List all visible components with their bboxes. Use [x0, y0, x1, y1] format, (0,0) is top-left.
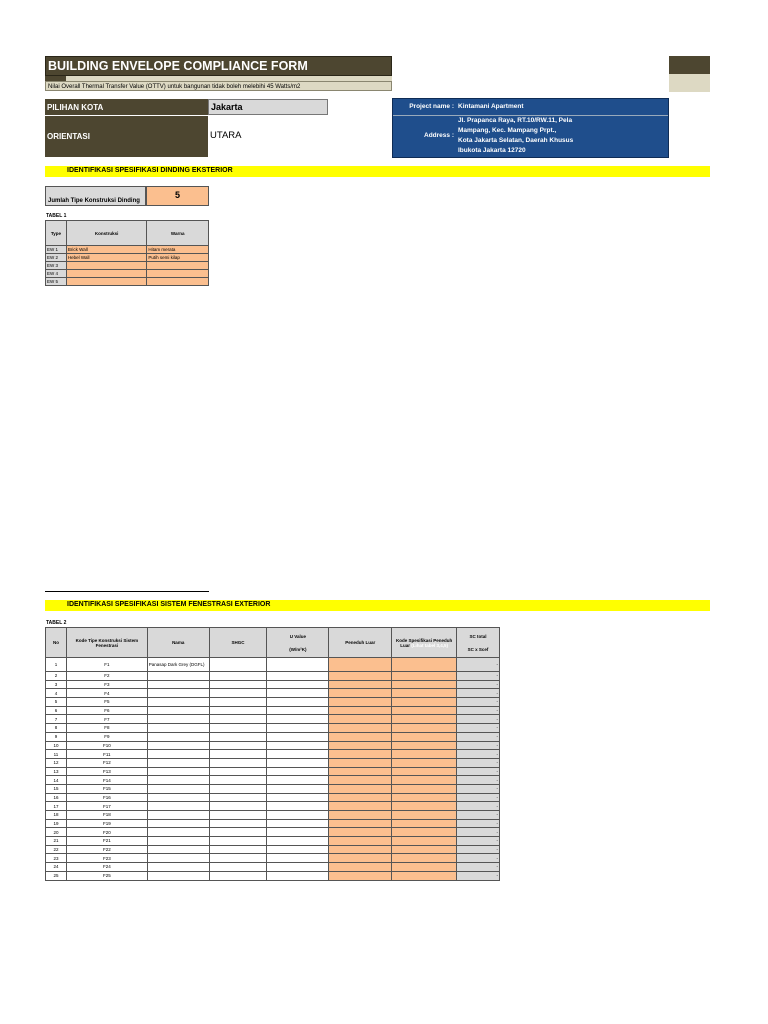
- nama-cell[interactable]: [147, 750, 209, 759]
- kode-cell: F8: [66, 724, 147, 733]
- uvalue-title: U Value: [289, 633, 307, 639]
- col-header-sc: [457, 628, 500, 658]
- nama-cell[interactable]: [147, 802, 209, 811]
- sc-total-cell: -: [457, 828, 500, 837]
- shgc-cell[interactable]: [209, 811, 267, 820]
- peneduh-cell[interactable]: [329, 672, 392, 681]
- uvalue-cell[interactable]: [267, 811, 329, 820]
- sc-total-cell: -: [457, 871, 500, 880]
- kode-spesifikasi-cell[interactable]: [392, 837, 457, 846]
- kode-spesifikasi-cell[interactable]: [392, 750, 457, 759]
- shgc-cell[interactable]: [209, 854, 267, 863]
- sc-total-cell: -: [457, 715, 500, 724]
- peneduh-cell[interactable]: [329, 837, 392, 846]
- form-title: BUILDING ENVELOPE COMPLIANCE FORM: [45, 56, 392, 76]
- sc-total-cell: -: [457, 793, 500, 802]
- kode-cell: F16: [66, 793, 147, 802]
- sc-total-cell: -: [457, 811, 500, 820]
- project-divider: [393, 115, 668, 116]
- uvalue-cell[interactable]: [267, 837, 329, 846]
- nama-cell[interactable]: [147, 767, 209, 776]
- kode-cell: F11: [66, 750, 147, 759]
- row-number: 20: [46, 828, 67, 837]
- table-row: [46, 680, 500, 689]
- table-row: [46, 246, 209, 254]
- kode-cell: F1: [66, 658, 147, 672]
- table-row: [46, 828, 500, 837]
- shgc-cell[interactable]: [209, 837, 267, 846]
- table-row: [46, 715, 500, 724]
- kode-spesifikasi-cell[interactable]: [392, 854, 457, 863]
- uvalue-cell[interactable]: [267, 776, 329, 785]
- project-info-box: [392, 98, 669, 158]
- table-row: [46, 871, 500, 880]
- sc-total-cell: -: [457, 863, 500, 872]
- row-number: 10: [46, 741, 67, 750]
- table-row: [46, 270, 209, 278]
- kode-cell: F14: [66, 776, 147, 785]
- table-row: [46, 854, 500, 863]
- col-header-shgc: SHGC: [209, 628, 267, 658]
- peneduh-cell[interactable]: [329, 680, 392, 689]
- kode-spes-note: (Lihat tabel 3,4,5): [411, 642, 449, 648]
- peneduh-cell[interactable]: [329, 767, 392, 776]
- wall-type-count-input[interactable]: 5: [146, 186, 209, 206]
- uvalue-cell[interactable]: [267, 698, 329, 707]
- peneduh-cell[interactable]: [329, 854, 392, 863]
- row-number: 8: [46, 724, 67, 733]
- row-number: 5: [46, 698, 67, 707]
- type-cell: EW 5: [46, 278, 67, 286]
- row-number: 24: [46, 863, 67, 872]
- row-number: 25: [46, 871, 67, 880]
- row-number: 3: [46, 680, 67, 689]
- uvalue-cell[interactable]: [267, 828, 329, 837]
- sc-total-cell: -: [457, 845, 500, 854]
- kode-spesifikasi-cell[interactable]: [392, 811, 457, 820]
- kode-cell: F21: [66, 837, 147, 846]
- shgc-cell[interactable]: [209, 698, 267, 707]
- peneduh-cell[interactable]: [329, 776, 392, 785]
- peneduh-cell[interactable]: [329, 871, 392, 880]
- sc-total-cell: -: [457, 732, 500, 741]
- peneduh-cell[interactable]: [329, 689, 392, 698]
- sc-total-cell: -: [457, 658, 500, 672]
- shgc-cell[interactable]: [209, 706, 267, 715]
- kode-cell: F15: [66, 784, 147, 793]
- peneduh-cell[interactable]: [329, 715, 392, 724]
- row-number: 9: [46, 732, 67, 741]
- shgc-cell[interactable]: [209, 680, 267, 689]
- table-row: [46, 698, 500, 707]
- sc-total-cell: -: [457, 767, 500, 776]
- row-number: 15: [46, 784, 67, 793]
- kode-cell: F7: [66, 715, 147, 724]
- address-line: Jl. Prapanca Raya, RT.10/RW.11, Pela: [458, 117, 573, 124]
- shgc-cell[interactable]: [209, 741, 267, 750]
- uvalue-cell[interactable]: [267, 802, 329, 811]
- address-line: Ibukota Jakarta 12720: [458, 147, 526, 154]
- sc-total-cell: -: [457, 750, 500, 759]
- kode-cell: F25: [66, 871, 147, 880]
- row-number: 1: [46, 658, 67, 672]
- shgc-cell[interactable]: [209, 672, 267, 681]
- table-row: [46, 724, 500, 733]
- table-row: [46, 802, 500, 811]
- uvalue-cell[interactable]: [267, 732, 329, 741]
- table-row: [46, 658, 500, 672]
- peneduh-cell[interactable]: [329, 741, 392, 750]
- table-row: [46, 672, 500, 681]
- uvalue-cell[interactable]: [267, 863, 329, 872]
- nama-cell[interactable]: [147, 741, 209, 750]
- uvalue-cell[interactable]: [267, 784, 329, 793]
- nama-cell[interactable]: [147, 724, 209, 733]
- peneduh-cell[interactable]: [329, 802, 392, 811]
- nama-cell[interactable]: [147, 672, 209, 681]
- col-header: Warna: [147, 221, 209, 246]
- table-row: [46, 254, 209, 262]
- uvalue-cell[interactable]: [267, 750, 329, 759]
- konstruksi-cell[interactable]: Hebel Wall: [66, 254, 146, 262]
- warna-cell[interactable]: [147, 270, 209, 278]
- section-heading-dinding: IDENTIFIKASI SPESIFIKASI DINDING EKSTERIOR: [45, 166, 710, 177]
- kode-spes-title: Kode Spesifikasi Peneduh Luar: [396, 637, 453, 648]
- kode-cell: F18: [66, 811, 147, 820]
- peneduh-cell[interactable]: [329, 793, 392, 802]
- sc-total-cell: -: [457, 819, 500, 828]
- shgc-cell[interactable]: [209, 871, 267, 880]
- kode-cell: F10: [66, 741, 147, 750]
- row-number: 17: [46, 802, 67, 811]
- kode-spesifikasi-cell[interactable]: [392, 819, 457, 828]
- sc-total-cell: -: [457, 698, 500, 707]
- table-row: [46, 819, 500, 828]
- table-row: [46, 262, 209, 270]
- uvalue-cell[interactable]: [267, 672, 329, 681]
- type-cell: EW 3: [46, 262, 67, 270]
- uvalue-cell[interactable]: [267, 658, 329, 672]
- corner-swatch-dark: [669, 56, 710, 74]
- fenestration-spec-table: [45, 627, 500, 881]
- shgc-cell[interactable]: [209, 802, 267, 811]
- table-row: [46, 732, 500, 741]
- warna-cell[interactable]: Putih semi kilap: [147, 254, 209, 262]
- kode-cell: F9: [66, 732, 147, 741]
- wall-type-count-label: Jumlah Tipe Konstruksi Dinding: [45, 186, 146, 206]
- table-row: [46, 793, 500, 802]
- kode-cell: F6: [66, 706, 147, 715]
- konstruksi-cell[interactable]: [66, 262, 146, 270]
- nama-cell[interactable]: Panasap Dark Grey (DGFL): [147, 658, 209, 672]
- peneduh-cell[interactable]: [329, 863, 392, 872]
- wall-spec-table: [45, 220, 209, 286]
- konstruksi-cell[interactable]: [66, 278, 146, 286]
- address-line: Mampang, Kec. Mampang Prpt.,: [458, 127, 557, 134]
- warna-cell[interactable]: [147, 262, 209, 270]
- nama-cell[interactable]: [147, 854, 209, 863]
- kota-label: PILIHAN KOTA: [45, 99, 208, 115]
- peneduh-cell[interactable]: [329, 658, 392, 672]
- orientasi-label: ORIENTASI: [45, 116, 208, 157]
- shgc-cell[interactable]: [209, 724, 267, 733]
- col-header: Konstruksi: [66, 221, 146, 246]
- sc-formula: SC x Scef: [467, 646, 489, 652]
- kode-spesifikasi-cell[interactable]: [392, 784, 457, 793]
- uvalue-cell[interactable]: [267, 767, 329, 776]
- sc-total-cell: -: [457, 758, 500, 767]
- sc-total-cell: -: [457, 672, 500, 681]
- uvalue-cell[interactable]: [267, 845, 329, 854]
- kode-spesifikasi-cell[interactable]: [392, 658, 457, 672]
- table-row: [46, 845, 500, 854]
- kota-select[interactable]: Jakarta: [208, 99, 328, 115]
- sc-total-cell: -: [457, 689, 500, 698]
- table-row: [46, 758, 500, 767]
- row-number: 22: [46, 845, 67, 854]
- sc-total-cell: -: [457, 802, 500, 811]
- kode-cell: F17: [66, 802, 147, 811]
- type-cell: EW 1: [46, 246, 67, 254]
- kode-cell: F12: [66, 758, 147, 767]
- peneduh-cell[interactable]: [329, 758, 392, 767]
- row-number: 4: [46, 689, 67, 698]
- table-row: [46, 278, 209, 286]
- uvalue-cell[interactable]: [267, 871, 329, 880]
- sc-total-cell: -: [457, 837, 500, 846]
- nama-cell[interactable]: [147, 784, 209, 793]
- uvalue-cell[interactable]: [267, 819, 329, 828]
- kode-spesifikasi-cell[interactable]: [392, 724, 457, 733]
- col-header-no: No: [46, 628, 67, 658]
- kode-cell: F2: [66, 672, 147, 681]
- shgc-cell[interactable]: [209, 689, 267, 698]
- table1-label: TABEL 1: [46, 213, 67, 219]
- section-divider: [45, 591, 209, 592]
- shgc-cell[interactable]: [209, 784, 267, 793]
- kode-spesifikasi-cell[interactable]: [392, 793, 457, 802]
- row-number: 14: [46, 776, 67, 785]
- uvalue-cell[interactable]: [267, 715, 329, 724]
- konstruksi-cell[interactable]: Brick Wall: [66, 246, 146, 254]
- warna-cell[interactable]: Hitam merata: [147, 246, 209, 254]
- kode-cell: F20: [66, 828, 147, 837]
- peneduh-cell[interactable]: [329, 845, 392, 854]
- ottv-note: Nilai Overall Thermal Transfer Value (OTTV) untuk bangunan tidak boleh melebihi 45 Watts/m2: [45, 81, 392, 91]
- kode-cell: F5: [66, 698, 147, 707]
- uvalue-cell[interactable]: [267, 706, 329, 715]
- orientasi-value[interactable]: UTARA: [210, 130, 242, 141]
- kode-cell: F3: [66, 680, 147, 689]
- sc-total-cell: -: [457, 706, 500, 715]
- kode-spesifikasi-cell[interactable]: [392, 680, 457, 689]
- nama-cell[interactable]: [147, 698, 209, 707]
- fenestration-rows: [46, 658, 500, 881]
- row-number: 23: [46, 854, 67, 863]
- shgc-cell[interactable]: [209, 819, 267, 828]
- shgc-cell[interactable]: [209, 845, 267, 854]
- peneduh-cell[interactable]: [329, 784, 392, 793]
- sc-total-cell: -: [457, 784, 500, 793]
- table2-label: TABEL 2: [46, 620, 67, 626]
- uvalue-cell[interactable]: [267, 854, 329, 863]
- nama-cell[interactable]: [147, 871, 209, 880]
- row-number: 19: [46, 819, 67, 828]
- warna-cell[interactable]: [147, 278, 209, 286]
- table-row: [46, 863, 500, 872]
- uvalue-unit: (W/m²K): [289, 646, 307, 652]
- kode-spesifikasi-cell[interactable]: [392, 732, 457, 741]
- section-heading-fenestrasi: IDENTIFIKASI SPESIFIKASI SISTEM FENESTRASI EXTERIOR: [45, 600, 710, 611]
- corner-swatch-light: [669, 74, 710, 92]
- uvalue-cell[interactable]: [267, 724, 329, 733]
- col-header-peneduh: Peneduh Luar: [329, 628, 392, 658]
- kode-spesifikasi-cell[interactable]: [392, 715, 457, 724]
- nama-cell[interactable]: [147, 732, 209, 741]
- nama-cell[interactable]: [147, 776, 209, 785]
- peneduh-cell[interactable]: [329, 828, 392, 837]
- kode-spesifikasi-cell[interactable]: [392, 845, 457, 854]
- kode-cell: F24: [66, 863, 147, 872]
- sc-total-cell: -: [457, 776, 500, 785]
- table-row: [46, 776, 500, 785]
- kode-spesifikasi-cell[interactable]: [392, 741, 457, 750]
- row-number: 21: [46, 837, 67, 846]
- table-row: [46, 767, 500, 776]
- uvalue-cell[interactable]: [267, 680, 329, 689]
- nama-cell[interactable]: [147, 706, 209, 715]
- table-row: [46, 706, 500, 715]
- address-line: Kota Jakarta Selatan, Daerah Khusus: [458, 137, 574, 144]
- table-row: [46, 750, 500, 759]
- kode-spesifikasi-cell[interactable]: [392, 767, 457, 776]
- sc-total-title: SC total: [469, 633, 487, 639]
- shgc-cell[interactable]: [209, 776, 267, 785]
- peneduh-cell[interactable]: [329, 724, 392, 733]
- uvalue-cell[interactable]: [267, 793, 329, 802]
- kode-spesifikasi-cell[interactable]: [392, 672, 457, 681]
- kode-spesifikasi-cell[interactable]: [392, 776, 457, 785]
- col-header-kode-spesifikasi: [392, 628, 457, 658]
- shgc-cell[interactable]: [209, 750, 267, 759]
- konstruksi-cell[interactable]: [66, 270, 146, 278]
- nama-cell[interactable]: [147, 863, 209, 872]
- row-number: 18: [46, 811, 67, 820]
- sc-total-cell: -: [457, 854, 500, 863]
- col-header: Type: [46, 221, 67, 246]
- row-number: 6: [46, 706, 67, 715]
- row-number: 16: [46, 793, 67, 802]
- kode-cell: F13: [66, 767, 147, 776]
- table-row: [46, 837, 500, 846]
- nama-cell[interactable]: [147, 680, 209, 689]
- kode-cell: F22: [66, 845, 147, 854]
- shgc-cell[interactable]: [209, 658, 267, 672]
- kode-spesifikasi-cell[interactable]: [392, 758, 457, 767]
- shgc-cell[interactable]: [209, 715, 267, 724]
- kode-spesifikasi-cell[interactable]: [392, 871, 457, 880]
- uvalue-cell[interactable]: [267, 689, 329, 698]
- peneduh-cell[interactable]: [329, 706, 392, 715]
- table-row: [46, 784, 500, 793]
- table-row: [46, 741, 500, 750]
- col-header-kode: Kode Tipe Konstruksi Sistem Fenestrasi: [66, 628, 147, 658]
- col-header-nama: Nama: [147, 628, 209, 658]
- row-number: 7: [46, 715, 67, 724]
- peneduh-cell[interactable]: [329, 732, 392, 741]
- peneduh-cell[interactable]: [329, 698, 392, 707]
- nama-cell[interactable]: [147, 819, 209, 828]
- kode-cell: F19: [66, 819, 147, 828]
- kode-spesifikasi-cell[interactable]: [392, 802, 457, 811]
- sc-total-cell: -: [457, 741, 500, 750]
- shgc-cell[interactable]: [209, 793, 267, 802]
- nama-cell[interactable]: [147, 758, 209, 767]
- kode-cell: F23: [66, 854, 147, 863]
- kode-spesifikasi-cell[interactable]: [392, 828, 457, 837]
- nama-cell[interactable]: [147, 845, 209, 854]
- uvalue-cell[interactable]: [267, 741, 329, 750]
- sc-total-cell: -: [457, 680, 500, 689]
- project-name-label: Project name :: [409, 103, 454, 110]
- row-number: 2: [46, 672, 67, 681]
- shgc-cell[interactable]: [209, 863, 267, 872]
- table-row: [46, 811, 500, 820]
- shgc-cell[interactable]: [209, 732, 267, 741]
- shgc-cell[interactable]: [209, 758, 267, 767]
- col-header-uvalue: [267, 628, 329, 658]
- row-number: 13: [46, 767, 67, 776]
- nama-cell[interactable]: [147, 828, 209, 837]
- nama-cell[interactable]: [147, 811, 209, 820]
- kode-spesifikasi-cell[interactable]: [392, 863, 457, 872]
- type-cell: EW 4: [46, 270, 67, 278]
- table-row: [46, 689, 500, 698]
- row-number: 11: [46, 750, 67, 759]
- nama-cell[interactable]: [147, 689, 209, 698]
- peneduh-cell[interactable]: [329, 750, 392, 759]
- uvalue-cell[interactable]: [267, 758, 329, 767]
- nama-cell[interactable]: [147, 715, 209, 724]
- nama-cell[interactable]: [147, 793, 209, 802]
- shgc-cell[interactable]: [209, 828, 267, 837]
- sc-total-cell: -: [457, 724, 500, 733]
- kode-spesifikasi-cell[interactable]: [392, 698, 457, 707]
- shgc-cell[interactable]: [209, 767, 267, 776]
- kode-spesifikasi-cell[interactable]: [392, 706, 457, 715]
- row-number: 12: [46, 758, 67, 767]
- peneduh-cell[interactable]: [329, 811, 392, 820]
- project-name-value[interactable]: Kintamani Apartment: [458, 103, 524, 110]
- kode-spesifikasi-cell[interactable]: [392, 689, 457, 698]
- kode-cell: F4: [66, 689, 147, 698]
- peneduh-cell[interactable]: [329, 819, 392, 828]
- type-cell: EW 2: [46, 254, 67, 262]
- address-label: Address :: [424, 132, 454, 139]
- nama-cell[interactable]: [147, 837, 209, 846]
